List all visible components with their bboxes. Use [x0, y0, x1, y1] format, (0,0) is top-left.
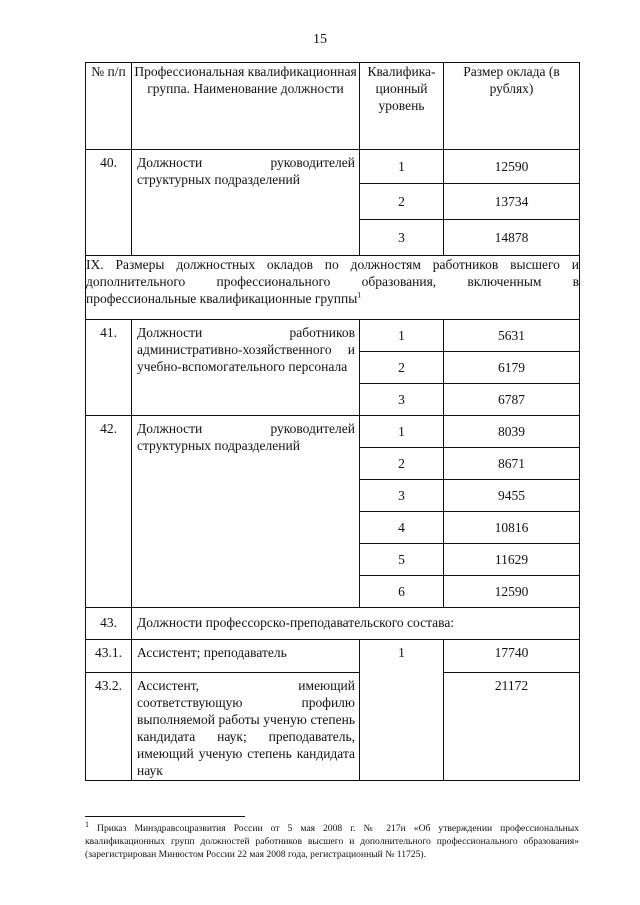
- table-header-row: [86, 63, 580, 150]
- footnote-mark: 1: [85, 819, 89, 829]
- footnote-text: Приказ Минздравсоцразвития России от 5 мая 2008 г. № 217н «Об утверждении профессиональных квалификационных групп должностей работников высшего и дополнительного профессионального образования» (зарегистрирован Минюстом России 22 мая 2008 года, регистрационный № 11725).: [85, 823, 579, 860]
- table-row: [86, 640, 580, 673]
- table-row: [86, 608, 580, 640]
- qualification-level: 2: [360, 352, 444, 384]
- footnote: [85, 819, 579, 861]
- salary-value: 6179: [444, 352, 580, 384]
- position-group-name: Должности профессорско-преподавательского состава:: [132, 608, 580, 640]
- row-number: 43.: [86, 608, 132, 640]
- table-row: [86, 673, 580, 781]
- position-name: Ассистент; преподаватель: [132, 640, 360, 673]
- salary-value: 9455: [444, 480, 580, 512]
- row-number: 41.: [86, 320, 132, 416]
- qualification-level: 5: [360, 544, 444, 576]
- section-heading-row: [86, 256, 580, 320]
- header-level: Квалифика-ционный уровень: [360, 63, 444, 150]
- salary-value: 5631: [444, 320, 580, 352]
- salary-value: 12590: [444, 576, 580, 608]
- salary-table: [85, 62, 580, 781]
- qualification-level: 3: [360, 384, 444, 416]
- salary-value: 14878: [444, 220, 580, 256]
- footnote-reference: 1: [357, 290, 362, 300]
- position-name: Должности работников административно-хозяйственного и учебно-вспомогательного персонала: [132, 320, 360, 416]
- salary-value: 13734: [444, 184, 580, 220]
- qualification-level: 1: [360, 320, 444, 352]
- qualification-level: 3: [360, 220, 444, 256]
- section-heading: IX. Размеры должностных окладов по должностям работников высшего и дополнительного профессионального образования, включенным в профессиональные квалификационные группы$^1$: [86, 256, 580, 320]
- qualification-level: 1: [360, 150, 444, 184]
- header-num: № п/п: [86, 63, 132, 150]
- table-row: [86, 150, 580, 184]
- qualification-level: 1: [360, 416, 444, 448]
- salary-value: 17740: [444, 640, 580, 673]
- position-name: Ассистент, имеющий соответствующую профилю выполняемой работы ученую степень кандидата наук; преподаватель, имеющий ученую степень кандидата наук: [132, 673, 360, 781]
- salary-value: 6787: [444, 384, 580, 416]
- qualification-level: 3: [360, 480, 444, 512]
- header-salary: Размер оклада (в рублях): [444, 63, 580, 150]
- qualification-level: 2: [360, 448, 444, 480]
- salary-value: 10816: [444, 512, 580, 544]
- position-name: Должности руководителей структурных подразделений: [132, 150, 360, 256]
- table-row: [86, 416, 580, 448]
- row-number: 40.: [86, 150, 132, 256]
- table-row: [86, 320, 580, 352]
- page-number: 15: [313, 32, 327, 47]
- salary-value: 11629: [444, 544, 580, 576]
- footnote-divider: [85, 816, 245, 817]
- row-number: 43.2.: [86, 673, 132, 781]
- position-name: Должности руководителей структурных подразделений: [132, 416, 360, 608]
- row-number: 42.: [86, 416, 132, 608]
- salary-value: 8039: [444, 416, 580, 448]
- qualification-level: 6: [360, 576, 444, 608]
- salary-value: 12590: [444, 150, 580, 184]
- header-group: Профессиональная квалификационная группа. Наименование должности: [132, 63, 360, 150]
- qualification-level: 1: [360, 640, 444, 781]
- qualification-level: 4: [360, 512, 444, 544]
- row-number: 43.1.: [86, 640, 132, 673]
- salary-value: 8671: [444, 448, 580, 480]
- qualification-level: 2: [360, 184, 444, 220]
- salary-value: 21172: [444, 673, 580, 781]
